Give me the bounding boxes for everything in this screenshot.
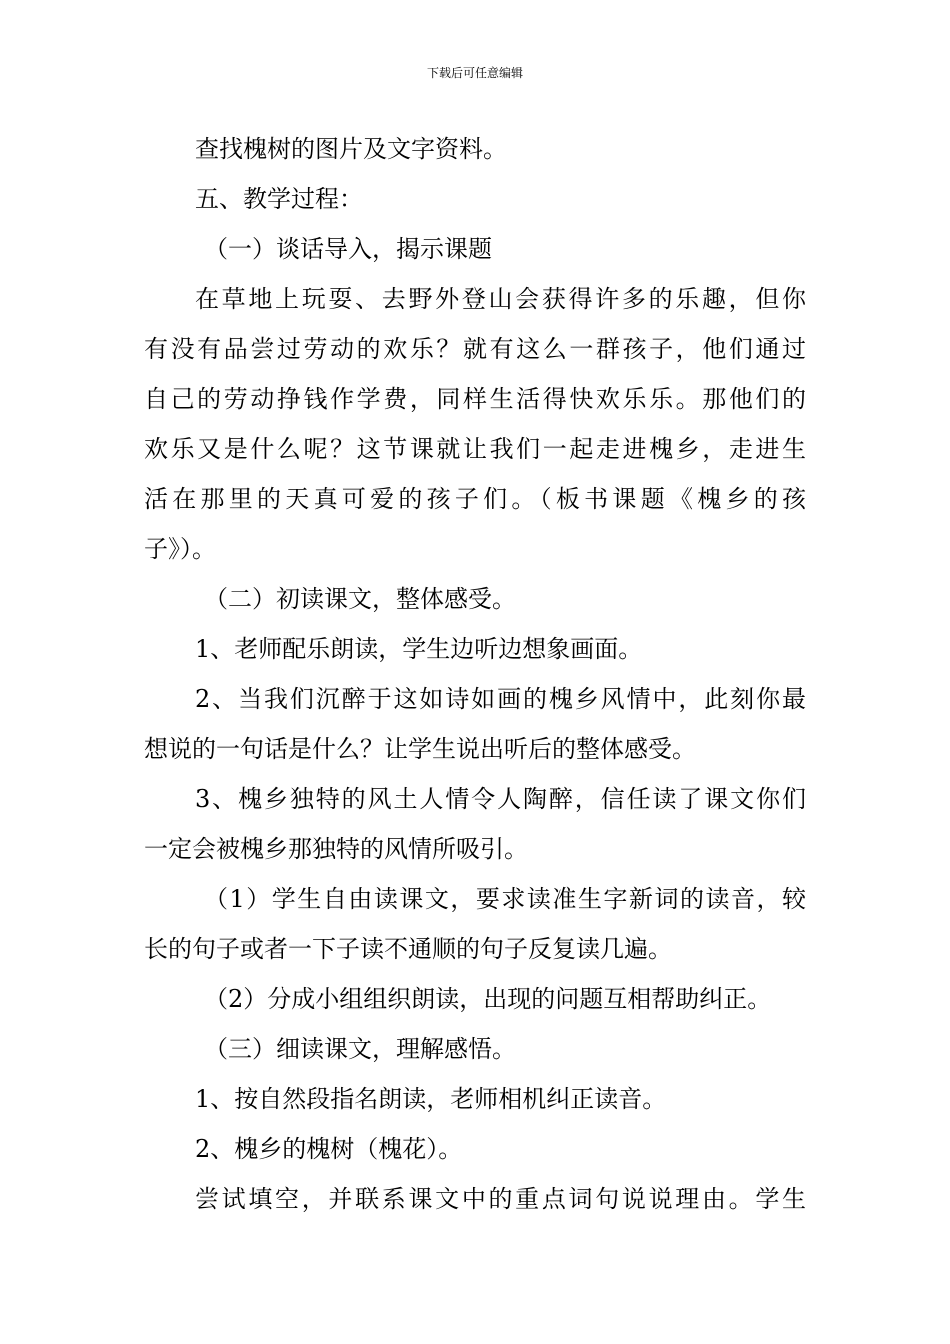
paragraph-line: 2、槐乡的槐树（槐花）。	[195, 1135, 463, 1163]
paragraph-line: 1、老师配乐朗读，学生边听边想象画面。	[195, 635, 643, 663]
paragraph-line: 在草地上玩耍、去野外登山会获得许多的乐趣，但你	[195, 285, 806, 313]
paragraph-line: 3、槐乡独特的风土人情令人陶醉，信任读了课文你们	[195, 785, 806, 813]
paragraph-line: 自己的劳动挣钱作学费，同样生活得快欢乐乐。那他们的	[144, 385, 806, 413]
paragraph-line: 五、教学过程：	[195, 185, 363, 213]
page-header: 下载后可任意编辑	[426, 66, 523, 80]
paragraph-line: 尝试填空，并联系课文中的重点词句说说理由。学生	[195, 1185, 806, 1213]
paragraph-line: 1、按自然段指名朗读，老师相机纠正读音。	[195, 1085, 667, 1113]
paragraph-line: 欢乐又是什么呢？这节课就让我们一起走进槐乡，走进生	[144, 435, 806, 463]
paragraph-line: 子》）。	[144, 535, 216, 563]
paragraph-line: （二）初读课文，整体感受。	[204, 585, 516, 613]
paragraph-line: 想说的一句话是什么？让学生说出听后的整体感受。	[144, 735, 696, 763]
paragraph-line: 2、当我们沉醉于这如诗如画的槐乡风情中，此刻你最	[195, 685, 806, 713]
paragraph-line: 一定会被槐乡那独特的风情所吸引。	[144, 835, 528, 863]
paragraph-line: （2）分成小组组织朗读，出现的问题互相帮助纠正。	[204, 985, 772, 1013]
paragraph-line: 活在那里的天真可爱的孩子们。（板书课题《槐乡的孩	[144, 485, 806, 513]
paragraph-line: （1）学生自由读课文，要求读准生字新词的读音，较	[204, 885, 806, 913]
paragraph-line: 有没有品尝过劳动的欢乐？就有这么一群孩子，他们通过	[144, 335, 806, 363]
paragraph-line: 查找槐树的图片及文字资料。	[195, 135, 507, 163]
document-body	[144, 124, 806, 1224]
paragraph-line: 长的句子或者一下子读不通顺的句子反复读几遍。	[144, 935, 672, 963]
paragraph-line: （一）谈话导入，揭示课题	[204, 235, 492, 263]
paragraph-line: （三）细读课文，理解感悟。	[204, 1035, 516, 1063]
